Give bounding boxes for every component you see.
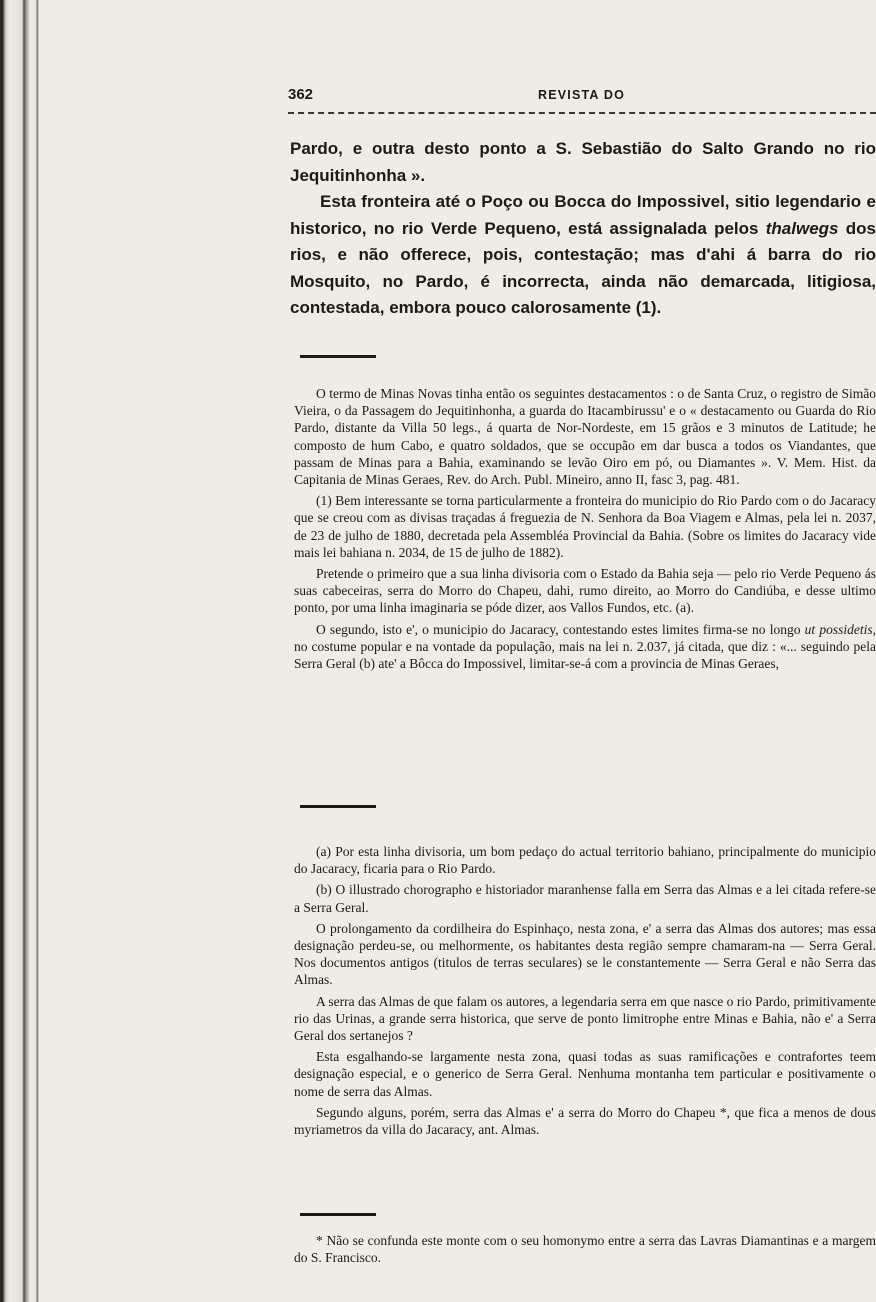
- note-paragraph-4-a: O segundo, isto e', o municipio do Jacaracy, contestando estes limites firma-se no longo: [316, 621, 805, 637]
- main-paragraph-2: [290, 189, 876, 322]
- notes-block-1: [294, 385, 876, 676]
- footnote-b-paragraph-4: Esta esgalhando-se largamente nesta zona, quasi todas as suas ramificações e contrafortes teem designação especial, e o generico de Serra Geral. Nenhuma montanha tem particular e positivamente o nome de serra das Almas.: [294, 1049, 876, 1099]
- main-paragraph-1: Pardo, e outra desto ponto a S. Sebastião do Salto Grando no rio Jequitinhonha ».: [290, 139, 876, 185]
- footnote-b: (b) O illustrado chorographo e historiador maranhense falla em Serra das Almas e a lei citada refere-se a Serra Geral.: [294, 882, 876, 915]
- notes-block-3: [294, 1232, 876, 1270]
- main-paragraph-2-b: dos rios, e não offerece, pois, contestação; mas d'ahi á barra do rio Mosquito, no Pardo, é incorrecta, ainda não demarcada, litigiosa, contestada, embora pouco calorosamente (1).: [290, 218, 876, 317]
- book-gutter: [0, 0, 60, 1302]
- footnote-separator-1: [300, 355, 376, 358]
- page-header: [288, 86, 876, 108]
- main-paragraph-2-a: Esta fronteira até o Poço ou Bocca do Impossivel, sitio legendario e historico, no rio Verde Pequeno, está assignalada pelos: [290, 192, 876, 238]
- header-rule: [288, 112, 876, 114]
- footnote-asterisk: * Não se confunda este monte com o seu homonymo entre a serra das Lavras Diamantinas e a margem do S. Francisco.: [294, 1233, 876, 1266]
- running-title: REVISTA DO: [538, 88, 626, 102]
- footnote-b-paragraph-3: A serra das Almas de que falam os autores, a legendaria serra em que nasce o rio Pardo, primitivamente rio das Urinas, a grande serra historica, que serve de ponto limitrophe entre Minas e Bahia, não e' a Serra Geral dos sertanejos ?: [294, 993, 876, 1044]
- footnote-b-paragraph-5: Segundo alguns, porém, serra das Almas e' a serra do Morro do Chapeu *, que fica a menos de dous myriametros da villa do Jacaracy, ant. Almas.: [294, 1104, 876, 1138]
- note-paragraph-1: O termo de Minas Novas tinha então os seguintes destacamentos : o de Santa Cruz, o registro de Simão Vieira, o da Passagem do Jequitinhonha, a guarda do Itacambirussu' e o « destacamento ou Guarda do Rio Pardo, distante da Villa 50 legs., á quarta de Nor-Nordeste, em 15 grãos e 3 minutos de Latitude; he composto de hum Cabo, e quatro soldados, que se occupão em dar busca a todos os Viandantes, que passam de Minas para a Bahia, examinando se levão Oiro em pó, ou Diamantes ». V. Mem. Hist. da Capitania de Minas Geraes, Rev. do Arch. Publ. Mineiro, anno II, fasc 3, pag. 481.: [294, 386, 876, 488]
- note-paragraph-4: [294, 621, 876, 673]
- footnote-separator-3: [300, 1213, 376, 1216]
- page-number: 362: [288, 86, 314, 103]
- footnote-a: (a) Por esta linha divisoria, um bom pedaço do actual territorio bahiano, principalmente do municipio do Jacaracy, ficaria para o Rio Pardo.: [294, 844, 876, 877]
- main-paragraph-2-em: thalwegs: [765, 218, 839, 238]
- note-paragraph-4-b: , no costume popular e na vontade da população, mais na lei n. 2.037, já citada, que diz : «... seguindo pela Serra Geral (b) ate' a Bôcca do Impossivel, limitar-se-á com a provincia de Minas Geraes,: [294, 621, 876, 672]
- note-paragraph-2: (1) Bem interessante se torna particularmente a fronteira do municipio do Rio Pardo com o do Jacaracy que se creou com as divisas traçadas á freguezia de N. Senhora da Boa Viagem e Almas, pela lei n. 2037, de 23 de julho de 1880, decretada pela Assembléa Provincial da Bahia. (Sobre os limites do Jacaracy vide mais lei bahiana n. 2034, de 15 de julho de 1882).: [294, 493, 876, 560]
- footnote-separator-2: [300, 805, 376, 808]
- note-paragraph-4-em: ut possidetis: [804, 621, 873, 637]
- main-text: [290, 136, 876, 322]
- note-paragraph-3: Pretende o primeiro que a sua linha divisoria com o Estado da Bahia seja — pelo rio Verde Pequeno ás suas cabeceiras, serra do Morro do Chapeu, dahi, rumo direito, ao Morro do Candiúba, e desse ultimo ponto, por uma linha imaginaria se póde dizer, aos Vallos Fundos, etc. (a).: [294, 566, 876, 616]
- notes-block-2: [294, 843, 876, 1142]
- footnote-b-paragraph-2: O prolongamento da cordilheira do Espinhaço, nesta zona, e' a serra das Almas dos autores; mas essa designação perdeu-se, ou melhormente, os habitantes desta região sempre chamaram-na — Serra Geral. Nos documentos antigos (titulos de terras seculares) se le constantemente — Serra Geral e não Serra das Almas.: [294, 920, 876, 988]
